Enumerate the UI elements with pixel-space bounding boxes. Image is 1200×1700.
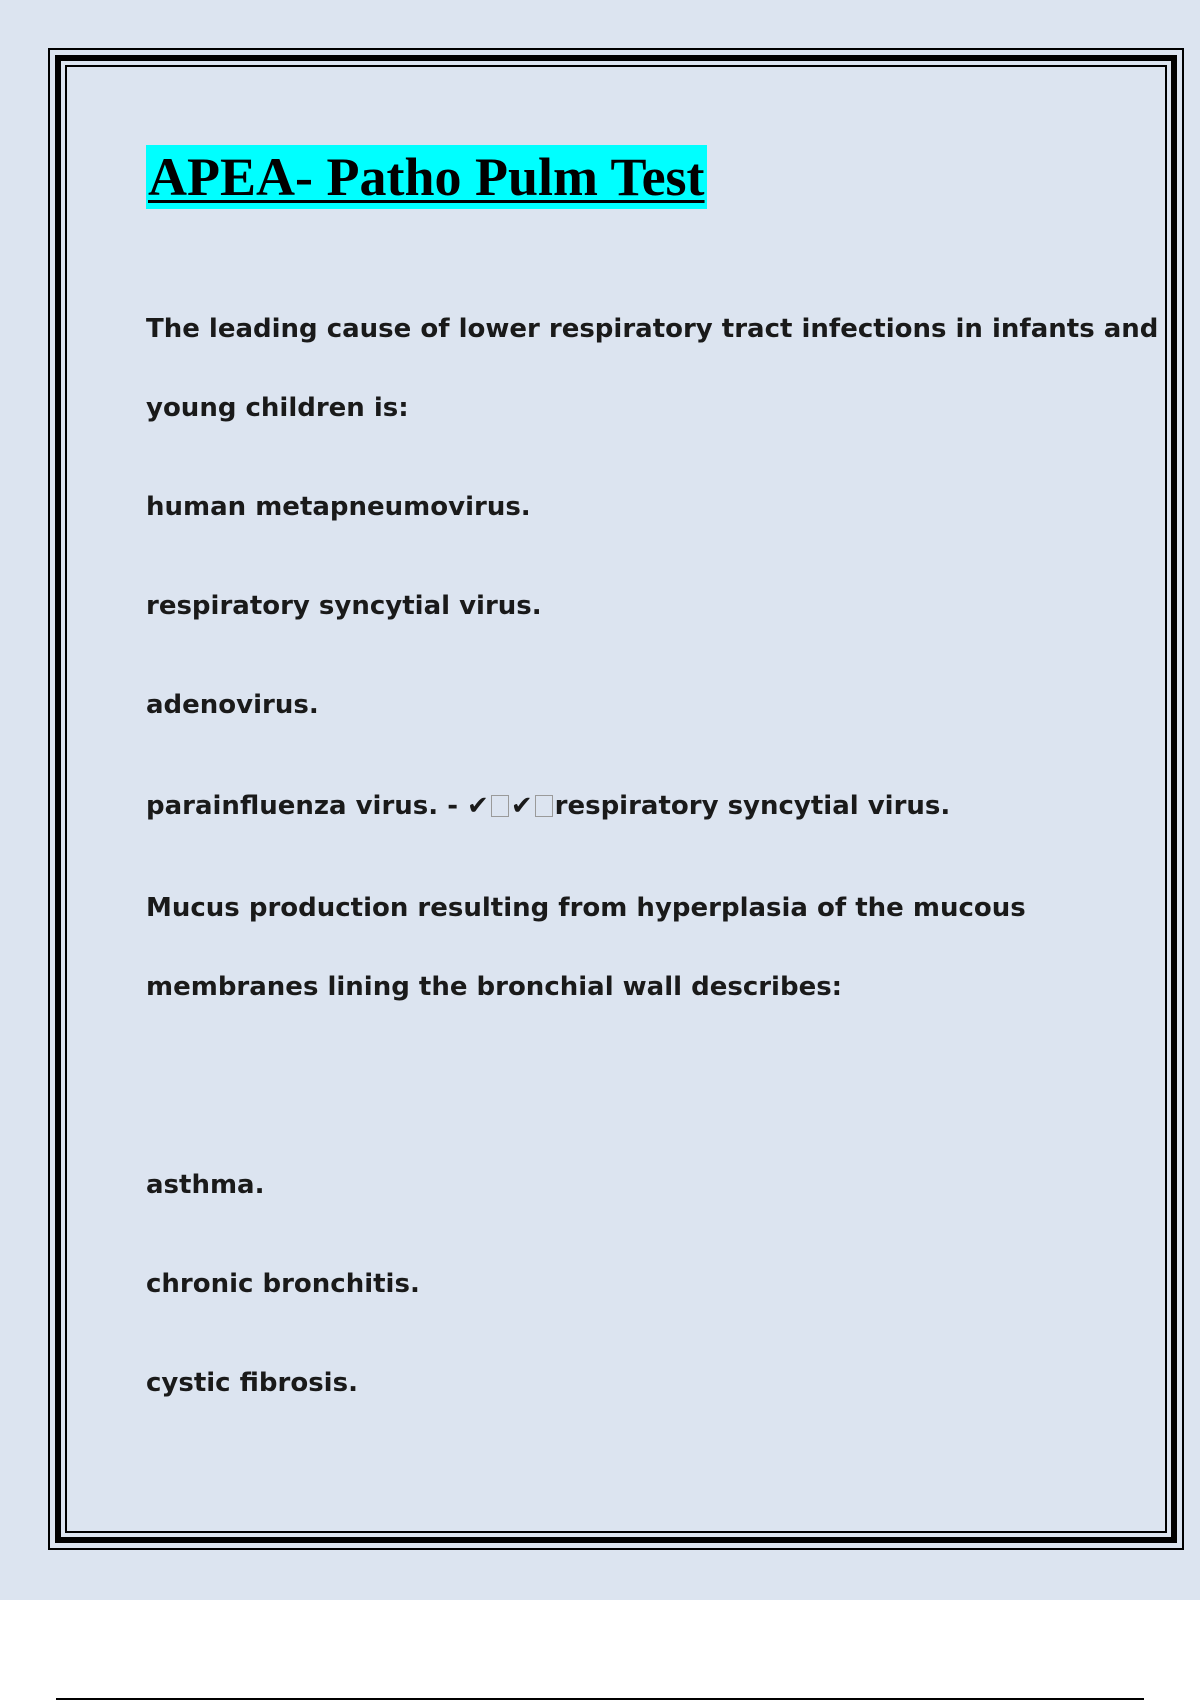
question-2-text-line-2: membranes lining the bronchial wall describes: xyxy=(146,972,843,1002)
question-1-text-line-2: young children is: xyxy=(146,393,409,423)
checkbox-icon xyxy=(491,795,509,817)
question-2-text-line-1: Mucus production resulting from hyperplasia of the mucous xyxy=(146,893,1026,923)
question-1-option: respiratory syncytial virus. xyxy=(146,591,542,621)
question-2-option: chronic bronchitis. xyxy=(146,1269,420,1299)
question-1-option: adenovirus. xyxy=(146,690,319,720)
question-1-answer: respiratory syncytial virus. xyxy=(554,791,951,821)
question-1-text-line-1: The leading cause of lower respiratory tract infections in infants and xyxy=(146,314,1159,344)
checkmark-icon: ✔ xyxy=(467,791,489,821)
question-2-option: asthma. xyxy=(146,1170,265,1200)
checkmark-icon: ✔ xyxy=(510,791,533,821)
document-title: APEA- Patho Pulm Test xyxy=(148,147,705,207)
question-1-last-option-with-answer xyxy=(146,788,950,824)
checkbox-icon xyxy=(535,795,553,817)
question-1-option: human metapneumovirus. xyxy=(146,492,531,522)
question-1-option: parainfluenza virus. - xyxy=(146,791,468,821)
question-2-option: cystic fibrosis. xyxy=(146,1368,358,1398)
